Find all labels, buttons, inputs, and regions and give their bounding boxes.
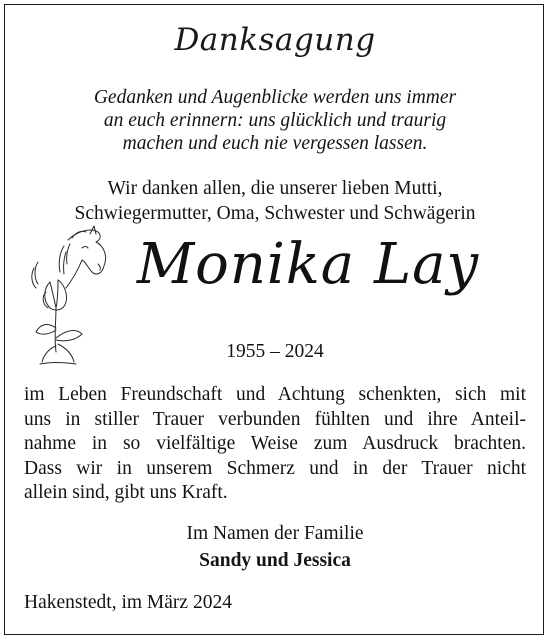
- deceased-name: Monika Lay: [136, 232, 480, 297]
- place-date: Hakenstedt, im März 2024: [24, 592, 232, 613]
- quote-line: an euch erinnern: uns glücklich und traurig: [103, 110, 447, 131]
- memorial-quote: [0, 86, 550, 155]
- body-line: allein sind, gibt uns Kraft.: [24, 482, 228, 504]
- intro-line: Wir danken allen, die unserer lieben Mutti,: [107, 178, 443, 199]
- body-line: uns in stiller Trauer verbunden fühlten und ihre Anteil-: [24, 408, 526, 430]
- quote-line: Gedanken und Augenblicke werden uns immer: [93, 87, 457, 108]
- thanks-intro: [0, 176, 550, 226]
- body-line: im Leben Freundschaft und Achtung schenkten, sich mit: [24, 384, 526, 405]
- family-names: Sandy und Jessica: [199, 550, 351, 571]
- body-line: Dass wir in unserem Schmerz und in der Trauer nicht: [24, 457, 526, 479]
- intro-line: Schwiegermutter, Oma, Schwester und Schwägerin: [74, 203, 476, 224]
- life-years: 1955 – 2024: [226, 341, 324, 362]
- notice-heading: Danksagung: [174, 22, 376, 58]
- quote-line: machen und euch nie vergessen lassen.: [122, 133, 428, 154]
- family-intro: Im Namen der Familie: [186, 523, 364, 544]
- thanks-body: [24, 383, 526, 506]
- body-line: nahme in so vielfältige Weise zum Ausdruck brachten.: [24, 433, 526, 455]
